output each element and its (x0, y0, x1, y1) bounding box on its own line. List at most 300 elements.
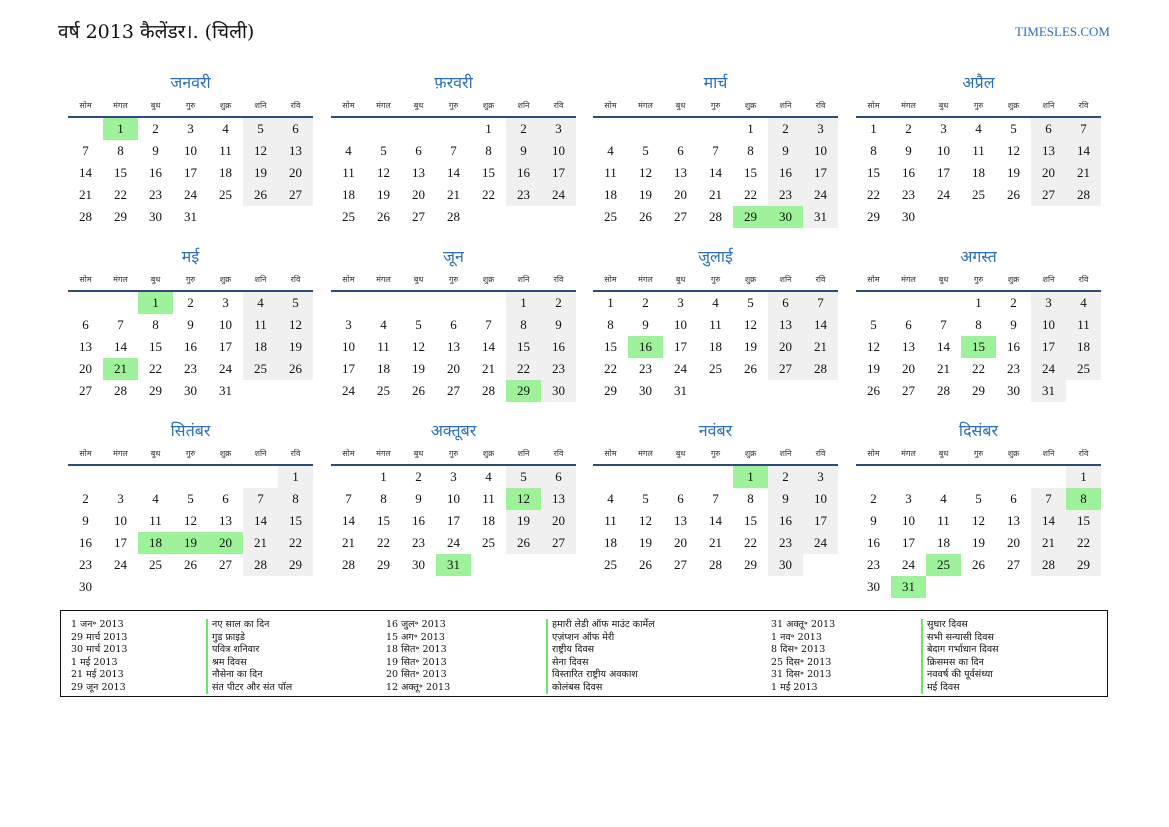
day-cell: 20 (447, 361, 460, 376)
weekday-label: शुक्र (1007, 449, 1020, 458)
day-cell: 9 (642, 317, 649, 332)
day-cell: 2 (768, 118, 803, 140)
day-cell: 18 (243, 336, 278, 358)
weekday-label: बुध (675, 449, 686, 458)
weekday-label: गुरु (448, 449, 459, 458)
weekday-label: मंगल (376, 101, 391, 110)
holiday-day-cell: 29 (733, 206, 768, 228)
day-cell: 21 (709, 187, 722, 202)
day-cell: 23 (639, 361, 652, 376)
day-cell: 15 (1066, 510, 1101, 532)
day-cell: 4 (380, 317, 387, 332)
day-cell: 14 (1031, 510, 1066, 532)
day-cell: 27 (447, 383, 460, 398)
day-cell: 1 (607, 295, 614, 310)
weekday-label: शुक्र (482, 275, 495, 284)
day-cell: 11 (604, 513, 617, 528)
weekday-label: शनि (517, 275, 530, 284)
weekday-label: सोम (604, 275, 617, 284)
day-cell: 25 (243, 358, 278, 380)
day-cell: 7 (940, 317, 947, 332)
day-cell: 31 (184, 209, 197, 224)
weekday-label: सोम (867, 449, 880, 458)
day-cell: 12 (867, 339, 880, 354)
day-cell: 3 (905, 491, 912, 506)
day-cell: 2 (870, 491, 877, 506)
day-cell: 14 (243, 510, 278, 532)
day-cell: 10 (184, 143, 197, 158)
day-cell: 14 (803, 314, 838, 336)
day-cell: 28 (342, 557, 355, 572)
holiday-day-cell: 29 (506, 380, 541, 402)
day-cell: 28 (1031, 554, 1066, 576)
day-cell: 4 (485, 469, 492, 484)
day-cell: 6 (677, 143, 684, 158)
weekday-label: सोम (342, 449, 355, 458)
day-grid (331, 118, 576, 228)
day-cell: 12 (184, 513, 197, 528)
day-cell: 16 (506, 162, 541, 184)
weekday-label: रवि (815, 101, 826, 110)
day-cell: 9 (1010, 317, 1017, 332)
day-cell: 2 (541, 292, 576, 314)
month-name: फ़रवरी (434, 73, 473, 92)
day-cell: 29 (278, 554, 313, 576)
day-cell: 12 (744, 317, 757, 332)
day-cell: 18 (972, 165, 985, 180)
holiday-name: संत पीटर और संत पॉल (206, 682, 292, 695)
day-cell: 16 (412, 513, 425, 528)
day-cell: 21 (79, 187, 92, 202)
day-cell: 15 (114, 165, 127, 180)
weekday-label: बुध (938, 275, 949, 284)
weekday-label: गुरु (185, 275, 196, 284)
day-cell: 19 (1007, 165, 1020, 180)
day-cell: 14 (1066, 140, 1101, 162)
weekday-label: शनि (254, 275, 267, 284)
weekday-label: शुक्र (744, 449, 757, 458)
day-cell: 24 (803, 532, 838, 554)
day-cell: 13 (412, 165, 425, 180)
day-cell: 9 (187, 317, 194, 332)
holiday-day-cell: 30 (768, 206, 803, 228)
weekday-label: सोम (79, 275, 92, 284)
day-cell: 13 (902, 339, 915, 354)
weekday-label: रवि (1078, 101, 1089, 110)
day-cell: 14 (709, 165, 722, 180)
empty-cell (663, 118, 698, 140)
weekday-label: सोम (604, 101, 617, 110)
day-cell: 28 (937, 383, 950, 398)
empty-cell (698, 118, 733, 140)
weekday-label: बुध (150, 101, 161, 110)
day-cell: 21 (482, 361, 495, 376)
day-cell: 26 (377, 209, 390, 224)
weekday-label: बुध (675, 101, 686, 110)
day-cell: 5 (187, 491, 194, 506)
empty-cell (996, 466, 1031, 488)
day-cell: 16 (867, 535, 880, 550)
weekday-header (593, 272, 838, 292)
holiday-date: 16 जुल॰ 2013 (386, 619, 446, 630)
day-cell: 13 (1007, 513, 1020, 528)
day-cell: 2 (506, 118, 541, 140)
day-cell: 16 (79, 535, 92, 550)
day-cell: 8 (380, 491, 387, 506)
holiday-name: मई दिवस (921, 682, 999, 695)
weekday-label: शुक्र (219, 275, 232, 284)
day-cell: 23 (184, 361, 197, 376)
day-cell: 22 (744, 187, 757, 202)
day-grid (68, 466, 313, 598)
empty-cell (103, 292, 138, 314)
day-cell: 6 (450, 317, 457, 332)
day-cell: 1 (747, 121, 754, 136)
holiday-name: सुधार दिवस (921, 619, 999, 632)
holiday-date: 1 जन॰ 2013 (71, 619, 124, 630)
holiday-name: कोलंबस दिवस (546, 682, 655, 695)
day-cell: 5 (506, 466, 541, 488)
empty-cell (436, 292, 471, 314)
month-name: मई (181, 247, 200, 266)
day-cell: 15 (744, 165, 757, 180)
day-cell: 22 (604, 361, 617, 376)
day-cell: 17 (803, 162, 838, 184)
holiday-name: बेदाग गर्भाधान दिवस (921, 644, 999, 657)
weekday-label: रवि (553, 449, 564, 458)
day-cell: 4 (243, 292, 278, 314)
weekday-label: मंगल (638, 275, 653, 284)
month-calendar (593, 420, 838, 576)
day-cell: 27 (79, 383, 92, 398)
day-cell: 29 (114, 209, 127, 224)
weekday-header (856, 98, 1101, 118)
day-cell: 21 (243, 532, 278, 554)
weekday-label: गुरु (185, 101, 196, 110)
day-cell: 24 (447, 535, 460, 550)
empty-cell (663, 466, 698, 488)
weekday-label: सोम (79, 101, 92, 110)
holiday-date: 1 मई 2013 (71, 656, 118, 668)
day-cell: 28 (447, 209, 460, 224)
day-cell: 29 (377, 557, 390, 572)
day-cell: 7 (450, 143, 457, 158)
day-cell: 17 (219, 339, 232, 354)
day-cell: 5 (747, 295, 754, 310)
day-cell: 24 (674, 361, 687, 376)
weekday-label: बुध (938, 101, 949, 110)
holiday-date: 25 दिस॰ 2013 (771, 656, 832, 668)
day-cell: 21 (342, 535, 355, 550)
holiday-name: नए साल का दिन (206, 619, 292, 632)
holiday-name: सभी सन्यासी दिवस (921, 632, 999, 645)
holiday-name: विस्तारित राष्ट्रीय अवकाश (546, 669, 655, 682)
day-cell: 19 (639, 187, 652, 202)
day-cell: 27 (1031, 184, 1066, 206)
holiday-date: 15 अग॰ 2013 (386, 631, 445, 643)
weekday-header (331, 446, 576, 466)
day-cell: 4 (1066, 292, 1101, 314)
day-cell: 13 (1031, 140, 1066, 162)
holiday-date: 31 अक्तू॰ 2013 (771, 619, 836, 630)
empty-cell (926, 466, 961, 488)
day-cell: 28 (482, 383, 495, 398)
weekday-label: बुध (675, 275, 686, 284)
empty-cell (366, 292, 401, 314)
day-cell: 21 (709, 535, 722, 550)
day-cell: 10 (937, 143, 950, 158)
weekday-label: गुरु (710, 449, 721, 458)
day-cell: 6 (1010, 491, 1017, 506)
day-cell: 22 (744, 535, 757, 550)
day-cell: 15 (377, 513, 390, 528)
holiday-name: पवित्र शनिवार (206, 644, 292, 657)
empty-cell (891, 466, 926, 488)
month-name: जून (443, 247, 464, 266)
day-cell: 22 (377, 535, 390, 550)
day-cell: 20 (541, 510, 576, 532)
weekday-header (331, 98, 576, 118)
empty-cell (208, 466, 243, 488)
day-cell: 30 (867, 579, 880, 594)
day-cell: 1 (380, 469, 387, 484)
day-cell: 28 (114, 383, 127, 398)
day-cell: 13 (768, 314, 803, 336)
day-cell: 27 (768, 358, 803, 380)
day-cell: 8 (506, 314, 541, 336)
month-calendar (856, 246, 1101, 402)
day-cell: 3 (1031, 292, 1066, 314)
day-cell: 7 (712, 143, 719, 158)
day-cell: 30 (184, 383, 197, 398)
empty-cell (68, 118, 103, 140)
day-cell: 15 (149, 339, 162, 354)
empty-cell (698, 466, 733, 488)
holiday-name: सेना दिवस (546, 657, 655, 670)
day-cell: 13 (447, 339, 460, 354)
day-cell: 5 (278, 292, 313, 314)
day-cell: 19 (506, 510, 541, 532)
month-calendar (68, 246, 313, 402)
day-cell: 29 (972, 383, 985, 398)
day-cell: 24 (1031, 358, 1066, 380)
day-cell: 24 (184, 187, 197, 202)
day-cell: 27 (412, 209, 425, 224)
weekday-label: बुध (413, 275, 424, 284)
day-cell: 9 (768, 140, 803, 162)
empty-cell (961, 466, 996, 488)
month-name: अप्रैल (962, 73, 995, 92)
day-cell: 6 (905, 317, 912, 332)
holiday-day-cell: 1 (733, 466, 768, 488)
site-link[interactable]: TIMESLES.COM (1015, 24, 1110, 39)
day-cell: 12 (278, 314, 313, 336)
holiday-day-cell: 19 (173, 532, 208, 554)
day-grid (68, 292, 313, 402)
day-cell: 4 (975, 121, 982, 136)
holiday-date: 31 दिस॰ 2013 (771, 669, 832, 680)
day-cell: 15 (604, 339, 617, 354)
day-cell: 25 (377, 383, 390, 398)
day-cell: 8 (975, 317, 982, 332)
day-cell: 11 (377, 339, 390, 354)
empty-cell (331, 466, 366, 488)
day-cell: 26 (639, 557, 652, 572)
day-cell: 18 (937, 535, 950, 550)
day-cell: 26 (639, 209, 652, 224)
day-cell: 4 (345, 143, 352, 158)
day-cell: 26 (243, 184, 278, 206)
day-cell: 20 (278, 162, 313, 184)
day-cell: 14 (937, 339, 950, 354)
day-cell: 16 (902, 165, 915, 180)
day-cell: 16 (184, 339, 197, 354)
weekday-header (856, 272, 1101, 292)
day-cell: 30 (412, 557, 425, 572)
day-cell: 23 (149, 187, 162, 202)
day-cell: 23 (79, 557, 92, 572)
day-cell: 3 (541, 118, 576, 140)
weekday-label: रवि (290, 449, 301, 458)
day-cell: 7 (1066, 118, 1101, 140)
day-cell: 24 (902, 557, 915, 572)
day-cell: 27 (902, 383, 915, 398)
day-cell: 11 (1066, 314, 1101, 336)
day-cell: 20 (79, 361, 92, 376)
day-cell: 27 (1007, 557, 1020, 572)
day-cell: 4 (940, 491, 947, 506)
holiday-names-col-3 (921, 619, 999, 694)
weekday-header (593, 446, 838, 466)
day-cell: 15 (278, 510, 313, 532)
month-calendar (331, 72, 576, 228)
day-cell: 30 (768, 554, 803, 576)
weekday-label: रवि (290, 101, 301, 110)
day-grid (593, 466, 838, 576)
day-cell: 9 (905, 143, 912, 158)
day-cell: 8 (607, 317, 614, 332)
day-cell: 23 (541, 358, 576, 380)
day-cell: 29 (149, 383, 162, 398)
day-cell: 10 (447, 491, 460, 506)
empty-cell (471, 292, 506, 314)
day-cell: 5 (243, 118, 278, 140)
day-grid (331, 466, 576, 576)
day-cell: 30 (902, 209, 915, 224)
weekday-label: बुध (413, 101, 424, 110)
holiday-names-col-1 (206, 619, 292, 694)
weekday-label: मंगल (638, 101, 653, 110)
holiday-name: नववर्ष की पूर्वसंध्या (921, 669, 999, 682)
day-cell: 25 (709, 361, 722, 376)
day-cell: 25 (1066, 358, 1101, 380)
day-cell: 13 (541, 488, 576, 510)
day-cell: 17 (674, 339, 687, 354)
page-title: वर्ष 2013 कैलेंडर।. (चिली) (58, 21, 255, 43)
empty-cell (173, 466, 208, 488)
empty-cell (628, 466, 663, 488)
day-cell: 22 (506, 358, 541, 380)
day-cell: 26 (867, 383, 880, 398)
day-cell: 2 (1010, 295, 1017, 310)
day-grid (856, 292, 1101, 402)
day-cell: 24 (342, 383, 355, 398)
holiday-date: 29 मार्च 2013 (71, 631, 128, 643)
day-cell: 21 (937, 361, 950, 376)
day-cell: 28 (1066, 184, 1101, 206)
day-cell: 17 (114, 535, 127, 550)
holiday-date: 1 मई 2013 (771, 681, 818, 693)
day-cell: 6 (222, 491, 229, 506)
day-cell: 16 (768, 510, 803, 532)
weekday-label: शुक्र (219, 101, 232, 110)
weekday-label: मंगल (376, 449, 391, 458)
weekday-label: शुक्र (482, 449, 495, 458)
day-cell: 31 (219, 383, 232, 398)
day-cell: 3 (187, 121, 194, 136)
holiday-date: 20 सित॰ 2013 (386, 669, 447, 680)
day-cell: 29 (744, 557, 757, 572)
day-cell: 2 (82, 491, 89, 506)
day-cell: 26 (744, 361, 757, 376)
holiday-day-cell: 18 (138, 532, 173, 554)
day-cell: 8 (152, 317, 159, 332)
day-cell: 27 (541, 532, 576, 554)
month-calendar (593, 72, 838, 228)
month-name: नवंबर (698, 421, 733, 440)
day-cell: 3 (345, 317, 352, 332)
day-cell: 8 (278, 488, 313, 510)
day-cell: 11 (219, 143, 232, 158)
weekday-label: शुक्र (744, 101, 757, 110)
day-cell: 14 (79, 165, 92, 180)
holiday-dates-col-1 (71, 619, 127, 694)
holiday-day-cell: 1 (103, 118, 138, 140)
day-cell: 17 (803, 510, 838, 532)
day-cell: 1 (1066, 466, 1101, 488)
day-cell: 12 (1007, 143, 1020, 158)
day-cell: 17 (937, 165, 950, 180)
day-cell: 10 (803, 488, 838, 510)
holiday-day-cell: 20 (208, 532, 243, 554)
day-cell: 6 (415, 143, 422, 158)
holiday-dates-col-2 (386, 619, 450, 694)
weekday-label: सोम (342, 101, 355, 110)
weekday-label: मंगल (113, 275, 128, 284)
day-cell: 20 (674, 187, 687, 202)
day-cell: 15 (482, 165, 495, 180)
holiday-date: 8 दिस॰ 2013 (771, 644, 826, 655)
day-cell: 12 (377, 165, 390, 180)
day-cell: 22 (482, 187, 495, 202)
day-cell: 21 (1066, 162, 1101, 184)
day-cell: 13 (219, 513, 232, 528)
weekday-label: रवि (1078, 449, 1089, 458)
day-cell: 18 (482, 513, 495, 528)
empty-cell (856, 292, 891, 314)
day-cell: 18 (1066, 336, 1101, 358)
holiday-day-cell: 21 (103, 358, 138, 380)
day-cell: 4 (152, 491, 159, 506)
day-cell: 12 (972, 513, 985, 528)
day-cell: 11 (604, 165, 617, 180)
day-cell: 17 (184, 165, 197, 180)
weekday-label: बुध (413, 449, 424, 458)
day-cell: 1 (506, 292, 541, 314)
weekday-label: गुरु (973, 101, 984, 110)
day-cell: 30 (541, 380, 576, 402)
day-cell: 19 (243, 162, 278, 184)
